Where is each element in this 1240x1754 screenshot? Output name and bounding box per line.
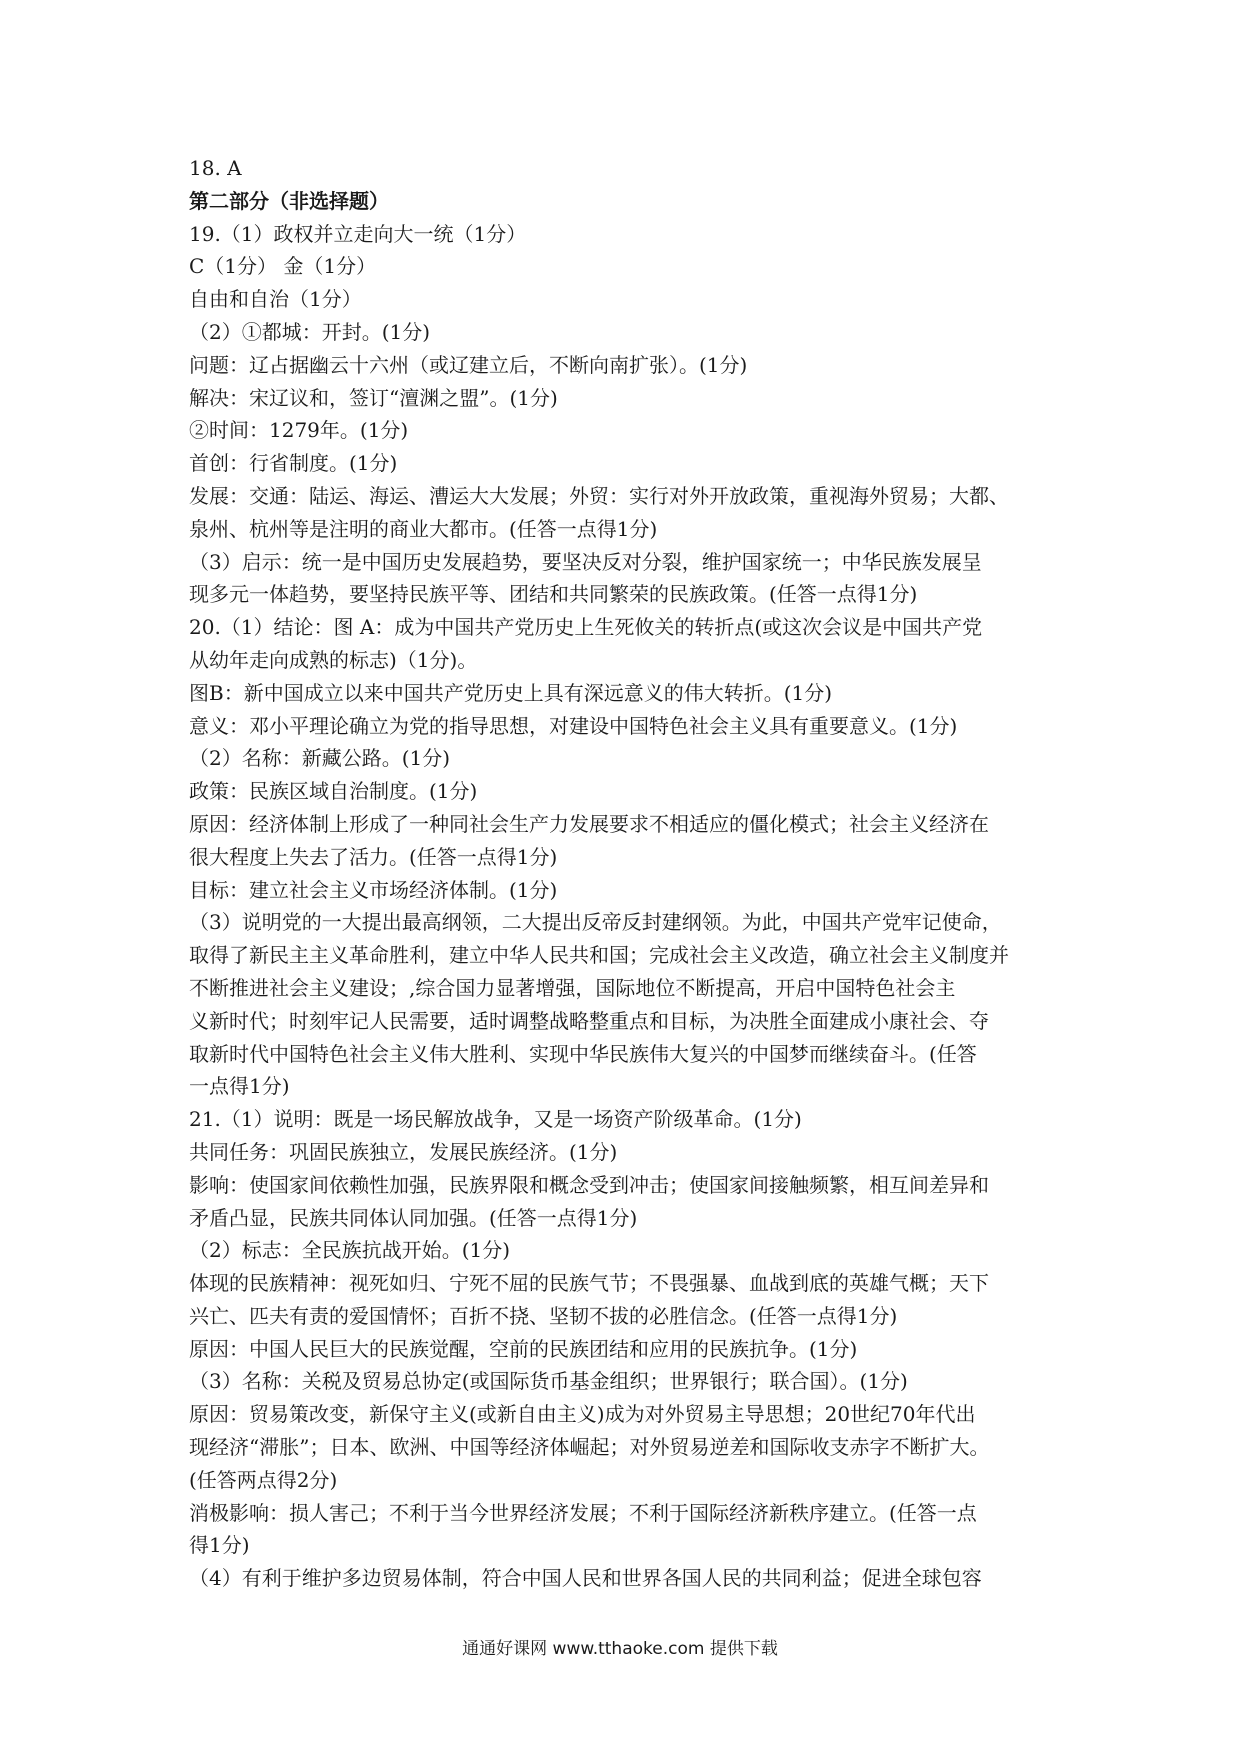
text-line: 得1分): [189, 1533, 250, 1558]
text-line: 政策：民族区域自治制度。(1分): [189, 779, 478, 804]
q19-part2: （2）①都城：开封。(1分): [189, 319, 431, 344]
text-line: 不断推进社会主义建设；,综合国力显著增强，国际地位不断提高，开启中国特色社会主: [189, 975, 956, 1000]
q20-part1: 20.（1）结论：图 A：成为中国共产党历史上生死攸关的转折点(或这次会议是中国共产党: [189, 615, 983, 640]
q21-part4: （4）有利于维护多边贸易体制，符合中国人民和世界各国人民的共同利益；促进全球包容: [189, 1566, 982, 1591]
text-line: 兴亡、匹夫有责的爱国情怀；百折不挠、坚韧不拔的必胜信念。(任答一点得1分): [189, 1303, 898, 1328]
text-line: 共同任务：巩固民族独立，发展民族经济。(1分): [189, 1139, 618, 1164]
q21-part2: （2）标志：全民族抗战开始。(1分): [189, 1238, 511, 1263]
text-line: 义新时代；时刻牢记人民需要，适时调整战略整重点和目标，为决胜全面建成小康社会、夺: [189, 1008, 989, 1033]
text-line: 自由和自治（1分）: [189, 287, 362, 312]
text-line: 泉州、杭州等是注明的商业大都市。(任答一点得1分): [189, 516, 658, 541]
text-line: 解决：宋辽议和，签订“澶渊之盟”。(1分): [189, 385, 558, 410]
q20-part2: （2）名称：新藏公路。(1分): [189, 746, 451, 771]
q21-part3: （3）名称：关税及贸易总协定(或国际货币基金组织；世界银行；联合国）。(1分): [189, 1369, 908, 1394]
section-heading-part-two: 第二部分（非选择题）: [189, 188, 389, 213]
q19-part1: 19.（1）政权并立走向大一统（1分）: [189, 221, 527, 246]
text-line: ②时间：1279年。(1分): [189, 418, 409, 443]
text-line: 影响：使国家间依赖性加强，民族界限和概念受到冲击；使国家间接触频繁，相互间差异和: [189, 1172, 989, 1197]
text-line: 很大程度上失去了活力。(任答一点得1分): [189, 844, 558, 869]
text-line: 原因：贸易策改变，新保守主义(或新自由主义)成为对外贸易主导思想；20世纪70年代出: [189, 1402, 976, 1427]
text-line: 取新时代中国特色社会主义伟大胜利、实现中华民族伟大复兴的中国梦而继续奋斗。(任答: [189, 1041, 977, 1066]
text-line: 目标：建立社会主义市场经济体制。(1分): [189, 877, 558, 902]
text-line: 意义：邓小平理论确立为党的指导思想，对建设中国特色社会主义具有重要意义。(1分): [189, 713, 958, 738]
text-line: 现多元一体趋势，要坚持民族平等、团结和共同繁荣的民族政策。(任答一点得1分): [189, 582, 918, 607]
text-line: 原因：经济体制上形成了一种同社会生产力发展要求不相适应的僵化模式；社会主义经济在: [189, 811, 989, 836]
text-line: 体现的民族精神：视死如归、宁死不屈的民族气节；不畏强暴、血战到底的英雄气概；天下: [189, 1271, 989, 1296]
download-source-footer: 通通好课网 www.tthaoke.com 提供下载: [462, 1639, 778, 1659]
text-line: 现经济“滞胀”；日本、欧洲、中国等经济体崛起；对外贸易逆差和国际收支赤字不断扩大。: [189, 1435, 990, 1460]
text-line: 取得了新民主主义革命胜利，建立中华人民共和国；完成社会主义改造，确立社会主义制度并: [189, 943, 1009, 968]
text-line: 从幼年走向成熟的标志)（1分)。: [189, 647, 478, 672]
text-line: 图B：新中国成立以来中国共产党历史上具有深远意义的伟大转折。(1分): [189, 680, 833, 705]
text-line: 首创：行省制度。(1分): [189, 451, 398, 476]
q19-part3: （3）启示：统一是中国历史发展趋势，要坚决反对分裂，维护国家统一；中华民族发展呈: [189, 549, 982, 574]
text-line: 原因：中国人民巨大的民族觉醒，空前的民族团结和应用的民族抗争。(1分): [189, 1336, 858, 1361]
q20-part3: （3）说明党的一大提出最高纲领，二大提出反帝反封建纲领。为此，中国共产党牢记使命，: [189, 910, 1002, 935]
q21-part1: 21.（1）说明：既是一场民解放战争，又是一场资产阶级革命。(1分): [189, 1107, 802, 1132]
answer-18: 18. A: [189, 156, 242, 180]
text-line: (任答两点得2分): [189, 1467, 338, 1492]
text-line: 消极影响：损人害己；不利于当今世界经济发展；不利于国际经济新秩序建立。(任答一点: [189, 1500, 977, 1525]
text-line: C（1分） 金（1分）: [189, 254, 377, 279]
text-line: 矛盾凸显，民族共同体认同加强。(任答一点得1分): [189, 1205, 638, 1230]
text-line: 一点得1分): [189, 1074, 290, 1099]
text-line: 问题：辽占据幽云十六州（或辽建立后，不断向南扩张）。(1分): [189, 352, 748, 377]
text-line: 发展：交通：陆运、海运、漕运大大发展；外贸：实行对外开放政策，重视海外贸易；大都、: [189, 483, 1009, 508]
answer-key-text: [189, 152, 1059, 1595]
